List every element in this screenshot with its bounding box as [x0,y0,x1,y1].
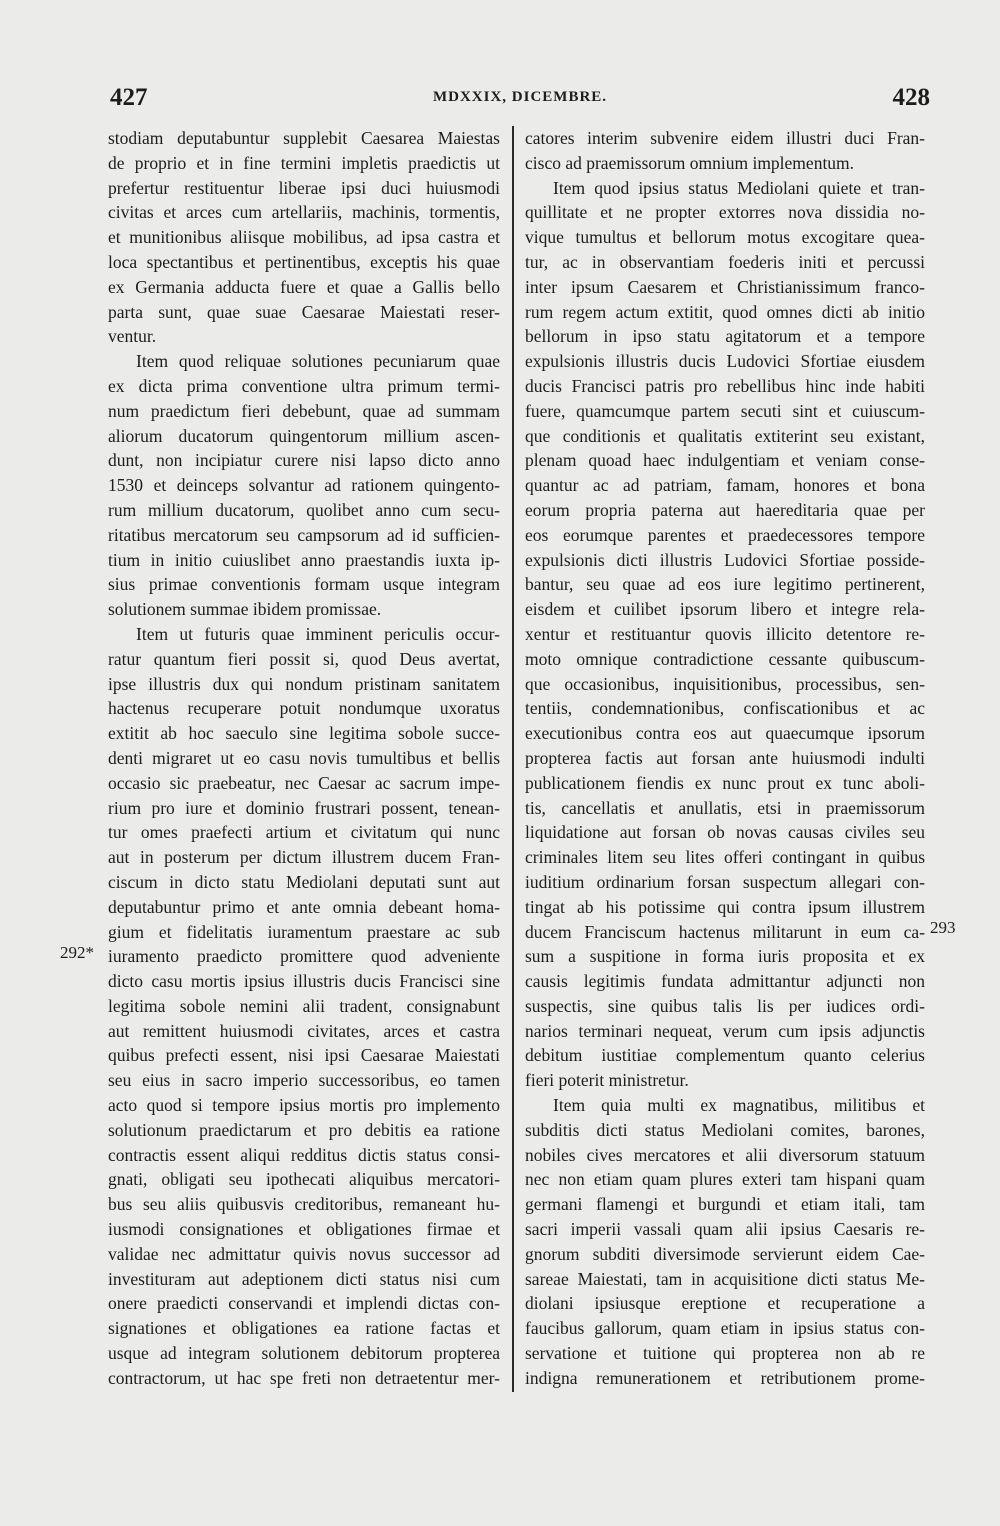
text-line: tis, cancellatis et anullatis, etsi in praemissorum [525,797,925,818]
text-line: que conditionis et qualitatis extiterint seu existant, [525,425,925,446]
text-line: quillitate et ne propter extorres nova dissidia no- [525,202,925,223]
text-line: tentiis, condemnationibus, confiscationibus et ac [525,698,925,719]
text-line: expulsionis illustris ducis Ludovici Sfortiae eiusdem [525,351,925,372]
text-line: acto quod si tempore ipsius mortis pro implemento [108,1095,500,1116]
text-line: gium et fidelitatis iuramentum praestare ac sub [108,921,500,942]
text-line: bellorum in ipso statu agitatorum et a tempore [525,326,925,347]
text-line: ciscum in dicto statu Mediolani deputati sunt aut [108,871,500,892]
text-line: investituram aut adeptionem dicti status nisi cum [108,1268,500,1289]
text-line: tingat ab his potissime qui contra ipsum illustrem [525,896,925,917]
text-line: Item quia multi ex magnatibus, militibus et [553,1095,925,1116]
text-line: solutionem summae ibidem promissae. [108,599,382,620]
text-line: germani flamengi et burgundi et etiam itali, tam [525,1194,925,1215]
text-line: dunt, non incipiatur curere nisi lapso dicto anno [108,450,500,471]
text-line: loca spectantibus et pertinentibus, exceptis his quae [108,251,500,272]
text-line: nobiles cives mercatores et alii diversorum statuum [525,1144,925,1165]
text-line: gnati, obligati seu ipothecati aliquibus mercatori- [108,1169,500,1190]
text-line: tur omes praefecti artium et civitatum qui nunc [108,822,500,843]
text-line: legitima sobole nemini alii tradent, consignabunt [108,995,500,1016]
text-line: civitas et arces cum artellariis, machinis, tormentis, [108,202,500,223]
text-line: moto omnique contradictione cessante quibuscum- [525,648,925,669]
text-line: vique tumultus et bellorum motus excogitare quea- [525,227,925,248]
text-line: fuere, quamcumque partem secuti sint et cuiuscum- [525,400,925,421]
text-line: denti migraret ut eo casu novis tumultibus et bellis [108,747,500,768]
text-line: deputabuntur primo et ante omnia debeant homa- [108,896,500,917]
text-line: bantur, seu quae ad eos iure legitimo pertinerent, [525,574,925,595]
text-line: dicto casu mortis ipsius illustris ducis Francisci sine [108,971,500,992]
text-line: num praedictum fieri debebunt, quae ad summam [108,400,500,421]
text-line: solutionum praedictarum et pro debitis ea ratione [108,1119,500,1140]
text-line: faucibus gallorum, quam etiam in ipsius status con- [525,1318,925,1339]
text-line: debitum iustitiae complementum quanto celerius [525,1045,925,1066]
text-line: onere praedicti conservandi et implendi dictas con- [108,1293,500,1314]
text-line: bus seu aliis quibusvis creditoribus, remaneant hu- [108,1194,500,1215]
text-line: contractorum, ut hac spe freti non detraetentur mer- [108,1367,500,1388]
text-line: prefertur restituentur liberae ipsi duci huiusmodi [108,177,500,198]
page-number-right: 428 [892,84,930,111]
margin-reference-right: 293 [930,918,956,937]
text-line: quantur ac ad patriam, famam, honores et bona [525,475,925,496]
text-line: de proprio et in fine termini impletis praedictis ut [108,152,500,173]
text-line: ducem Franciscum hactenus militarunt in eum ca- [525,921,925,942]
text-line: liquidatione aut forsan ob novas causas civiles seu [525,822,925,843]
text-line: seu eius in sacro imperio successoribus, eo tamen [108,1070,500,1091]
text-line: aut remittent huiusmodi civitates, arces et castra [108,1020,500,1041]
page-number-left: 427 [110,84,148,111]
text-line: usque ad integram solutionem debitorum propterea [108,1343,500,1364]
running-title: MDXXIX, DICEMBRE. [432,89,608,105]
text-line: sareae Maiestati, tam in acquisitione dicti status Me- [525,1268,925,1289]
text-line: Item quod reliquae solutiones pecuniarum quae [136,351,500,372]
text-line: aut in posterum per dictum illustrem ducem Fran- [108,847,500,868]
text-line: xentur et restituantur quovis illicito detentore re- [525,623,925,644]
text-line: ex dicta prima conventione ultra primum termi- [108,375,500,396]
text-line: tium in initio cuiuslibet anno praestandis iuxta ip- [108,549,500,570]
text-line: ducis Francisci patris pro rebellibus hinc inde habiti [525,375,925,396]
text-line: tur, ac in observantiam foederis initi et percussi [525,251,925,272]
text-line: Item ut futuris quae imminent periculis occur- [136,623,500,644]
text-line: plenam quoad haec indulgentiam et veniam conse- [525,450,925,471]
text-line: eorum propria paterna aut haereditaria quae per [525,499,925,520]
text-line: sum a suspitione in forma iuris proposita et ex [525,946,925,967]
text-line: 1530 et deinceps solvantur ad rationem quingento- [108,475,500,496]
text-line: contractis essent aliqui redditus dictis status consi- [108,1144,500,1165]
text-line: rium pro iure et dominio frustrari possent, tenean- [108,797,500,818]
text-line: sacri imperii vassali quam alii ipsius Caesaris re- [525,1219,925,1240]
text-line: ratur quantum fieri possit si, quod Deus avertat, [108,648,500,669]
text-line: expulsionis dicti illustris Ludovici Sfortiae posside- [525,549,925,570]
text-line: validae nec admittatur quivis novus successor ad [108,1243,500,1264]
text-line: et munitionibus aliisque mobilibus, ad ipsa castra et [108,227,500,248]
text-line: servatione et tuitione qui propterea non ab re [525,1343,925,1364]
text-line: rum millium ducatorum, quolibet anno cum secu- [108,499,500,520]
text-line: ipse illustris dux qui nondum pristinam sanitatem [108,673,500,694]
text-line: ex Germania adducta fuere et quae a Gallis bello [108,276,500,297]
text-line: subditis dicti status Mediolani comites, barones, [525,1119,925,1140]
text-line: executionibus contra eos aut quaecumque ipsorum [525,723,925,744]
text-line: cisco ad praemissorum omnium implementum. [525,152,855,173]
text-line: Item quod ipsius status Mediolani quiete et tran- [553,177,925,198]
text-line: catores interim subvenire eidem illustri duci Fran- [525,128,925,148]
text-line: iuditium ordinarium forsan suspectum allegari con- [525,871,925,892]
text-line: gnorum subditi diversimode servierunt eidem Cae- [525,1243,925,1264]
text-line: suspectis, sine quibus talis lis per iudices ordi- [525,995,925,1016]
text-line: aliorum ducatorum quingentorum millium ascen- [108,425,500,446]
text-line: iuramento praedicto promittere quod adveniente [108,946,500,967]
text-line: parta sunt, quae suae Caesarae Maiestati reser- [108,301,500,322]
text-line: diolani ipsiusque ereptione et recuperatione a [525,1293,925,1314]
text-line: criminales litem seu lites offeri contingant in quibus [525,847,925,868]
margin-reference-left: 292* [60,943,94,962]
text-line: signationes et obligationes ea ratione factas et [108,1318,500,1339]
column-divider [512,126,514,1392]
text-line: ritatibus mercatorum seu campsorum ad id sufficien- [108,524,500,545]
text-line: indigna remunerationem et retributionem prome- [525,1367,925,1388]
text-line: nec non etiam quam plures exteri tam hispani quam [525,1169,925,1190]
text-line: occasio sic praebeatur, nec Caesar ac sacrum impe- [108,772,500,793]
text-line: publicationem fiendis ex nunc prout ex tunc aboli- [525,772,925,793]
text-line: extitit ab hoc saeculo sine legitima sobole succe- [108,723,500,744]
left-text-column [108,126,500,1406]
text-line: sius primae conventionis formam usque integram [108,574,500,595]
text-line: eisdem et cuilibet ipsorum libero et integre rela- [525,599,925,620]
text-line: ventur. [108,326,157,347]
page-header [110,84,930,118]
text-line: rum regem actum extitit, quod omnes dicti ab initio [525,301,925,322]
text-line: iusmodi consignationes et obligationes firmae et [108,1219,500,1240]
text-line: hactenus recuperare potuit nondumque uxoratus [108,698,500,719]
text-line: narios terminari nequeat, verum cum ipsis adjunctis [525,1020,925,1041]
text-line: quibus prefecti essent, nisi ipsi Caesarae Maiestati [108,1045,500,1066]
text-line: propterea factis aut forsan ante huiusmodi indulti [525,747,925,768]
text-line: causis legitimis fundata admittantur adjuncti non [525,971,925,992]
text-line: que occasionibus, inquisitionibus, processibus, sen- [525,673,925,694]
text-line: stodiam deputabuntur supplebit Caesarea Maiestas [108,128,500,148]
right-text-column [525,126,925,1406]
text-line: eos eorumque parentes et praedecessores tempore [525,524,925,545]
text-line: fieri poterit ministretur. [525,1070,689,1091]
text-line: inter ipsum Caesarem et Christianissimum franco- [525,276,925,297]
